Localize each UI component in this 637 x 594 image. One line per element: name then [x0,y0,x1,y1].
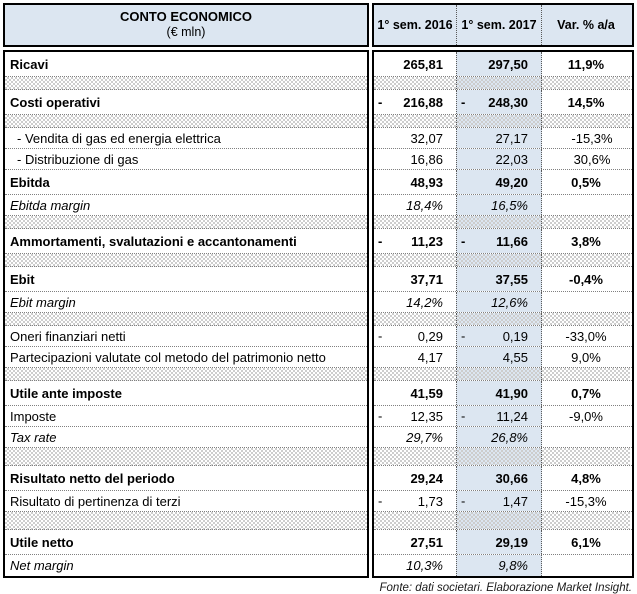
cell-2017: 16,5% [456,195,542,215]
negative-sign: - [378,94,383,110]
cell-2017: 12,6% [456,292,542,312]
cell-variance: 30,6% [573,151,611,167]
table-row-values [374,491,632,512]
label-column [3,50,369,578]
spacer-row [374,448,632,466]
cell-2016 [374,216,456,228]
cell-2017: 49,20 [456,170,542,194]
row-label: Tax rate [5,427,367,448]
table-row-values [374,52,632,77]
cell-2016: 4,17 [417,349,443,365]
cell-2017 [456,368,542,380]
cell-2017 [456,115,542,127]
cell-2016: 41,59 [410,385,443,401]
income-statement-sheet [3,3,634,594]
spacer-row [374,313,632,326]
spacer-row [374,512,632,530]
negative-sign: - [378,493,383,509]
table-row-values [374,347,632,368]
cell-2016: 265,81 [403,56,443,72]
cell-2016: 29,7% [406,429,443,445]
cell-variance: 14,5% [567,94,605,110]
spacer-row [5,368,367,381]
cell-variance [542,313,630,325]
income-statement-table [3,3,634,578]
table-row-values [374,530,632,555]
cell-2016 [374,77,456,89]
table-unit-label: (€ mln) [166,25,206,40]
row-label: Risultato di pertinenza di terzi [5,491,367,512]
cell-variance: -15,3% [571,130,613,146]
cell-2017 [456,448,542,465]
row-label: Ricavi [5,52,367,77]
cell-variance: -0,4% [569,271,603,287]
cell-variance: 6,1% [571,534,601,550]
cell-2016: 29,24 [410,470,443,486]
cell-variance [542,254,630,266]
cell-2016: 27,51 [410,534,443,550]
cell-2016 [374,254,456,266]
cell-2017: 9,8% [456,555,542,576]
cell-2016: 16,86 [410,151,443,167]
row-label: Costi operativi [5,90,367,115]
cell-2016 [374,313,456,325]
negative-sign: - [378,233,383,249]
spacer-row [374,77,632,90]
table-row-values [374,267,632,292]
cell-variance: 9,0% [571,349,601,365]
cell-variance: -33,0% [565,328,607,344]
table-row-values [374,128,632,149]
cell-2016: 48,93 [410,174,443,190]
cell-variance [542,195,630,215]
cell-2017: 27,17 [456,128,542,148]
row-label: Ebit margin [5,292,367,313]
spacer-row [374,115,632,128]
cell-2016: 37,71 [410,271,443,287]
negative-sign: - [461,233,466,249]
cell-2017: - 248,30 [456,90,542,114]
spacer-row [5,512,367,530]
negative-sign: - [461,493,466,509]
row-label: Ebitda [5,170,367,195]
table-row-values [374,195,632,216]
cell-2017: 26,8% [456,427,542,447]
cell-2017 [456,512,542,529]
cell-2016 [374,512,456,529]
spacer-row [5,216,367,229]
row-label: Risultato netto del periodo [5,466,367,491]
table-header-columns [372,3,634,47]
row-label: Partecipazioni valutate col metodo del patrimonio netto [5,347,367,368]
cell-variance: -9,0% [569,408,603,424]
column-header-2016: 1° sem. 2016 [377,18,453,32]
cell-2016: - 11,23 [378,233,443,249]
cell-2016: - 12,35 [378,408,443,424]
cell-2017: 297,50 [456,52,542,76]
table-row-values [374,170,632,195]
cell-2016: 10,3% [406,558,443,573]
table-row-values [374,292,632,313]
cell-2016: 32,07 [410,130,443,146]
cell-2017 [456,254,542,266]
table-row-values [374,381,632,406]
spacer-row [5,313,367,326]
row-label: - Distribuzione di gas [5,149,367,170]
cell-2017 [456,216,542,228]
cell-variance [542,77,630,89]
cell-variance [542,216,630,228]
cell-2016: 14,2% [406,294,443,310]
row-label: Net margin [10,558,74,573]
table-row-values [374,149,632,170]
row-label: Ebit [5,267,367,292]
table-title: CONTO ECONOMICO [120,9,252,25]
cell-variance [542,292,630,312]
spacer-row [374,368,632,381]
row-label: Ebitda margin [5,195,367,216]
cell-2017: 29,19 [456,530,542,554]
table-row-values [374,90,632,115]
cell-2017: 37,55 [456,267,542,291]
row-label: Imposte [5,406,367,427]
cell-variance: 0,7% [571,385,601,401]
cell-variance: 3,8% [571,233,601,249]
negative-sign: - [461,408,466,424]
cell-variance [542,512,630,529]
negative-sign: - [378,328,383,344]
negative-sign: - [461,94,466,110]
table-row-values [374,555,632,576]
cell-2017: 4,55 [456,347,542,367]
spacer-row [5,254,367,267]
cell-2016: - 216,88 [378,94,443,110]
negative-sign: - [461,328,466,344]
cell-variance [542,555,630,576]
cell-variance: -15,3% [565,493,607,509]
spacer-row [5,77,367,90]
cell-variance [542,427,630,447]
cell-2016: - 0,29 [378,328,443,344]
column-header-2017: 1° sem. 2017 [456,5,542,45]
cell-2016 [374,448,456,465]
cell-2017: - 0,19 [456,326,542,346]
cell-2016 [374,368,456,380]
numeric-column [372,50,634,578]
table-row-values [374,466,632,491]
cell-2016: 18,4% [406,197,443,213]
table-row-values [374,406,632,427]
negative-sign: - [378,408,383,424]
cell-2017: 30,66 [456,466,542,490]
table-row-values [374,326,632,347]
cell-variance: 4,8% [571,470,601,486]
cell-variance [542,448,630,465]
source-note: Fonte: dati societari. Elaborazione Market Insight. [379,582,632,594]
row-label: Ammortamenti, svalutazioni e accantonamenti [5,229,367,254]
table-header-title-cell [3,3,369,47]
spacer-row [5,115,367,128]
row-label: - Vendita di gas ed energia elettrica [5,128,367,149]
spacer-row [5,448,367,466]
cell-2016 [374,115,456,127]
cell-2017: 22,03 [456,149,542,169]
cell-2017: - 11,24 [456,406,542,426]
cell-2017 [456,313,542,325]
column-header-variance: Var. % a/a [557,18,615,32]
table-row-values [374,427,632,448]
spacer-row [374,254,632,267]
row-label: Oneri finanziari netti [5,326,367,347]
cell-variance [542,115,630,127]
spacer-row [374,216,632,229]
table-row-values [374,229,632,254]
cell-2017: 41,90 [456,381,542,405]
cell-variance: 0,5% [571,174,601,190]
cell-2017: - 1,47 [456,491,542,511]
cell-variance: 11,9% [567,56,605,72]
cell-2017 [456,77,542,89]
row-label: Utile ante imposte [5,381,367,406]
row-label: Utile netto [5,530,367,555]
cell-variance [542,368,630,380]
cell-2017: - 11,66 [456,229,542,253]
cell-2016: - 1,73 [378,493,443,509]
